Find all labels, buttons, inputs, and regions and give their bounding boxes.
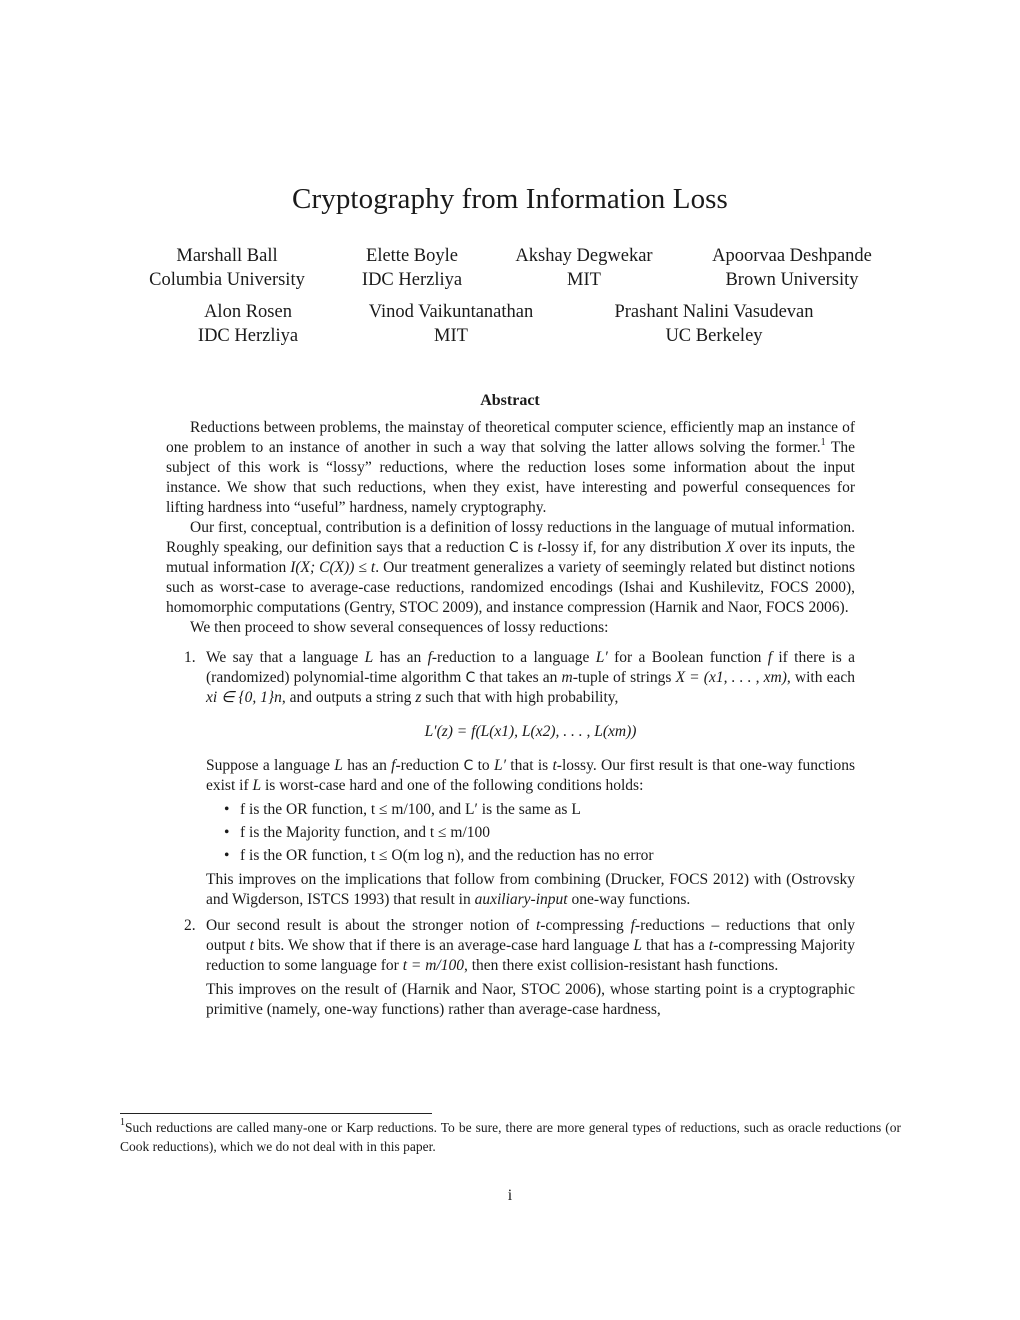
- author-name: Prashant Nalini Vasudevan: [614, 302, 814, 322]
- display-equation: L′(z) = f(L(x1), L(x2), . . . , L(xm)): [424, 723, 637, 740]
- result-item: [166, 648, 855, 910]
- author-block: [140, 244, 314, 292]
- author-name: Elette Boyle: [366, 246, 458, 266]
- math-symbol: C: [508, 540, 519, 556]
- result-text: This improves on the result of (Harnik and Naor, STOC 2006), whose starting point is a cryptographic primitive (namely, one-way functions) rather than average-case hardness,: [206, 981, 855, 1018]
- condition-item: • f is the OR function, t ≤ m/100, and L′ is the same as L: [206, 800, 855, 820]
- author-name: Apoorvaa Deshpande: [712, 246, 872, 266]
- author-name: Marshall Ball: [176, 246, 278, 266]
- result-text: Suppose a language L has an f-reduction C to L′ that is t-lossy. Our first result is that one-way functions exist if L is worst-case hard and one of the following conditions holds:: [206, 757, 856, 794]
- conditions-list: [206, 800, 855, 866]
- text: is: [518, 539, 538, 556]
- abstract-paragraph: [166, 518, 855, 618]
- paper-title: Cryptography from Information Loss: [292, 183, 728, 215]
- author-block: [342, 244, 482, 292]
- condition-item: • f is the OR function, t ≤ O(m log n), and the reduction has no error: [206, 846, 855, 866]
- list-number: 2.: [184, 917, 196, 934]
- page-number: i: [507, 1187, 513, 1204]
- author-affiliation: UC Berkeley: [665, 326, 763, 346]
- author-affiliation: Columbia University: [149, 270, 305, 290]
- footnote-mark: 1: [120, 1117, 125, 1128]
- result-text: This improves on the implications that follow from combining (Drucker, FOCS 2012) with (Ostrovsky and Wigderson, ISTCS 1993) that result in auxiliary-input one-way functions.: [206, 871, 855, 908]
- math-symbol: t: [537, 539, 542, 556]
- footnote-text: Such reductions are called many-one or Karp reductions. To be sure, there are more general types of reductions, such as oracle reductions (or Cook reductions), which we do not deal with in this paper.: [120, 1120, 901, 1154]
- author-name: Akshay Degwekar: [515, 246, 653, 266]
- author-block: [345, 300, 557, 348]
- author-affiliation: MIT: [434, 326, 468, 346]
- author-block: [588, 300, 840, 348]
- footnote-rule: [120, 1113, 432, 1114]
- author-affiliation: Brown University: [725, 270, 859, 290]
- text: The subject of this work is “lossy” reductions, where the reduction loses some information about the input instance. We show that such reductions, when they exist, have interesting and powerful consequences for lifting hardness into “useful” hardness, namely cryptography.: [166, 439, 856, 516]
- abstract-paragraph: [166, 418, 855, 518]
- abstract-heading: Abstract: [480, 392, 540, 409]
- author-block: [502, 244, 666, 292]
- footnote: [120, 1118, 901, 1156]
- text: Reductions between problems, the mainstay of theoretical computer science, efficiently map an instance of one problem to an instance of another in such a way that solving the latter allows solving the former.: [166, 419, 855, 456]
- results-list: [166, 648, 855, 1020]
- author-affiliation: IDC Herzliya: [361, 270, 463, 290]
- result-text: Our second result is about the stronger notion of t-compressing f-reductions – reductions that only output t bits. We show that if there is an average-case hard language L that has a t-compressing Majority reduction to some language for t = m/100, then there exist collision-resistant hash functions.: [206, 917, 856, 974]
- footnote-mark: 1: [820, 437, 826, 448]
- text: . Our treatment generalizes a variety of seemingly related but distinct notions such as worst-case to average-case reductions, randomized encodings (Ishai and Kushilevitz, FOCS 2000), homomorphic computations (Gentry, STOC 2009), and instance compression (Harnik and Naor, FOCS 2006).: [166, 559, 856, 616]
- abstract-body: [166, 418, 855, 1020]
- author-affiliation: IDC Herzliya: [197, 326, 299, 346]
- math-expression: I(X; C(X)) ≤ t: [290, 559, 376, 576]
- text: over its inputs, the mutual information: [166, 539, 855, 576]
- text: -lossy if, for any distribution: [541, 539, 726, 556]
- author-name: Vinod Vaikuntanathan: [368, 302, 534, 322]
- author-name: Alon Rosen: [204, 302, 292, 322]
- math-symbol: X: [725, 539, 735, 556]
- text: Our first, conceptual, contribution is a definition of lossy reductions in the language of mutual information. Roughly speaking, our definition says that a reduction: [166, 519, 855, 556]
- result-item: [166, 916, 855, 1020]
- author-block: [693, 244, 891, 292]
- abstract-paragraph: We then proceed to show several consequences of lossy reductions:: [190, 619, 609, 636]
- author-affiliation: MIT: [567, 270, 601, 290]
- result-text: We say that a language L has an f-reduction to a language L′ for a Boolean function f if there is a (randomized) polynomial-time algorithm C that takes an m-tuple of strings X = (x1, . . . , xm), with each xi ∈ {0, 1}n, and outputs a string z such that with high probability,: [206, 649, 856, 706]
- condition-item: • f is the Majority function, and t ≤ m/100: [206, 823, 855, 843]
- list-number: 1.: [184, 649, 196, 666]
- author-block: [178, 300, 318, 348]
